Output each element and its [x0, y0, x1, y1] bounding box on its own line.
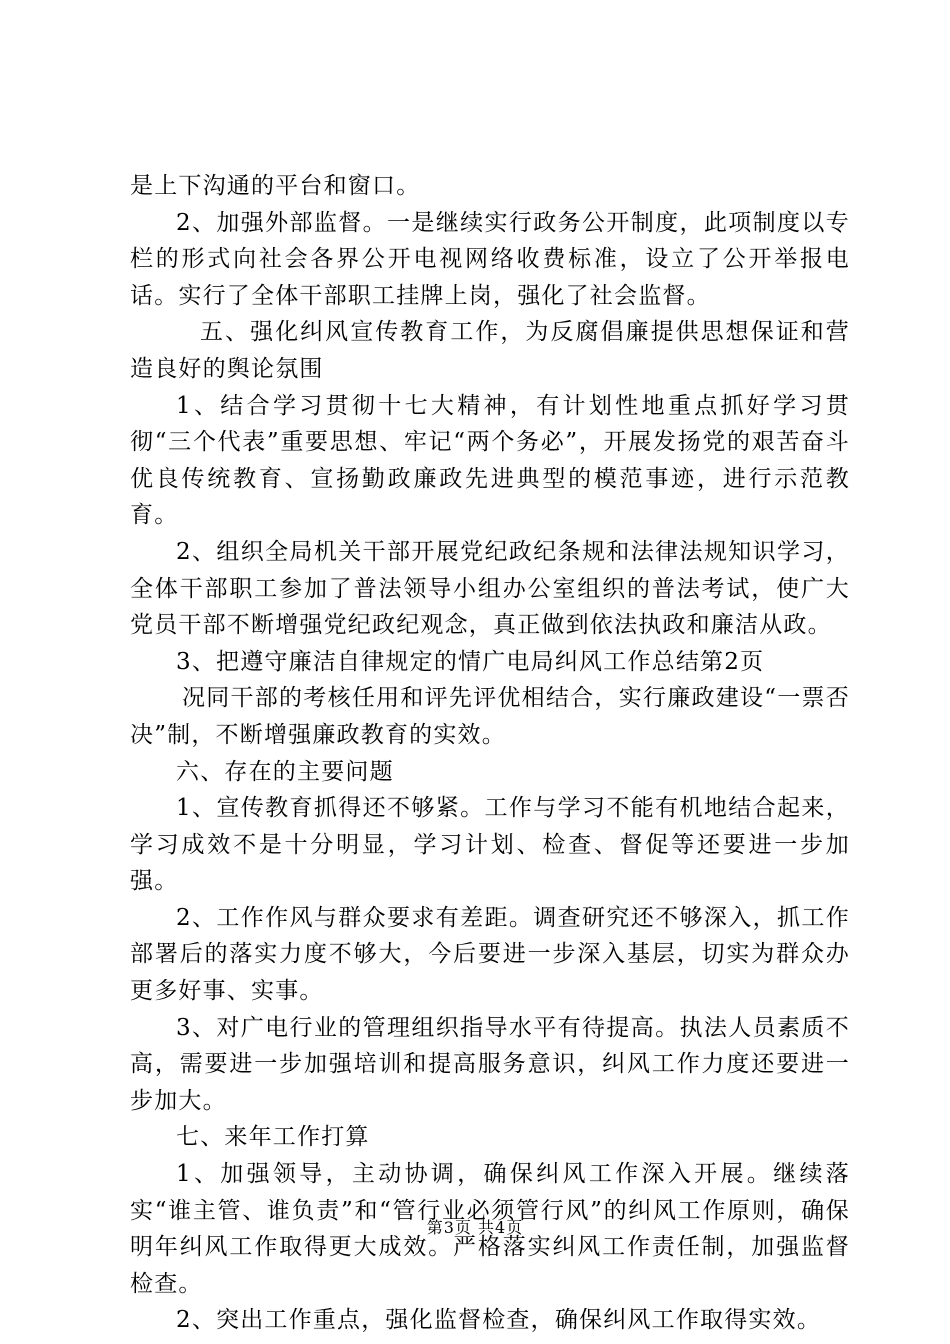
section-heading: 五、强化纠风宣传教育工作，为反腐倡廉提供思想保证和营造良好的舆论氛围 [130, 319, 850, 382]
section-heading: 六、存在的主要问题 [176, 758, 394, 785]
paragraph: 2、组织全局机关干部开展党纪政纪条规和法律法规知识学习，全体干部职工参加了普法领导小组办公室组织的普法考试，使广大党员干部不断增强党纪政纪观念，真正做到依法执政和廉洁从政。 [130, 538, 850, 639]
paragraph: 1、结合学习贯彻十七大精神，有计划性地重点抓好学习贯彻“三个代表”重要思想、牢记“两个务必”，开展发扬党的艰苦奋斗优良传统教育、宣扬勤政廉政先进典型的模范事迹，进行示范教育。 [130, 392, 850, 529]
paragraph: 3、对广电行业的管理组织指导水平有待提高。执法人员素质不高，需要进一步加强培训和提高服务意识，纠风工作力度还要进一步加大。 [130, 1014, 850, 1114]
paragraph: 2、加强外部监督。一是继续实行政务公开制度，此项制度以专栏的形式向社会各界公开电视网络收费标准，设立了公开举报电话。实行了全体干部职工挂牌上岗，强化了社会监督。 [130, 209, 850, 309]
paragraph: 3、把遵守廉洁自律规定的情广电局纠风工作总结第2页 [176, 648, 765, 675]
paragraph: 2、突出工作重点，强化监督检查，确保纠风工作取得实效。 [176, 1307, 822, 1334]
paragraph: 况同干部的考核任用和评先评优相结合，实行廉政建设“一票否决”制，不断增强廉政教育的实效。 [130, 685, 850, 748]
document-body [130, 168, 850, 1339]
paragraph: 1、宣传教育抓得还不够紧。工作与学习不能有机地结合起来，学习成效不是十分明显，学习计划、检查、督促等还要进一步加强。 [130, 795, 850, 895]
page-number: 第3页 共4页 [426, 1218, 524, 1237]
paragraph: 是上下沟通的平台和窗口。 [130, 173, 421, 199]
paragraph: 1、加强领导，主动协调，确保纠风工作深入开展。继续落实“谁主管、谁负责”和“管行业必须管行风”的纠风工作原则，确保明年纠风工作取得更大成效。严格落实纠风工作责任制，加强监督检查。 [130, 1161, 850, 1297]
paragraph: 2、工作作风与群众要求有差距。调查研究还不够深入，抓工作部署后的落实力度不够大，今后要进一步深入基层，切实为群众办更多好事、实事。 [130, 904, 850, 1005]
section-heading: 七、来年工作打算 [176, 1124, 370, 1151]
